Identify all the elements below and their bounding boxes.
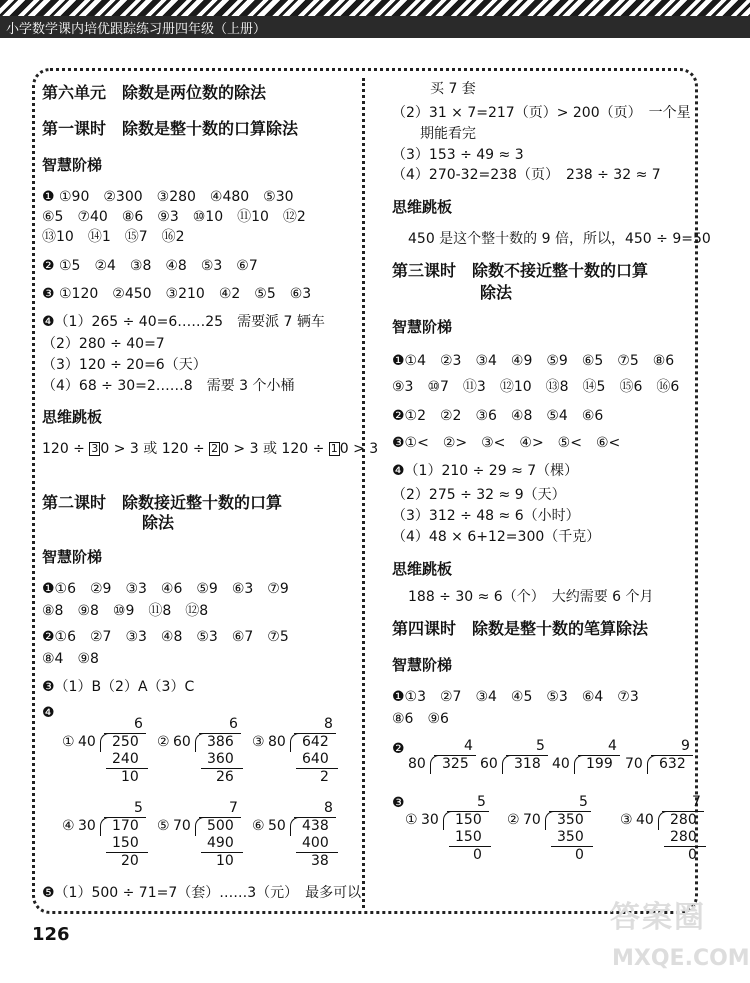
quotient: 7: [229, 800, 238, 816]
answer-line: （3）120 ÷ 20=6（天）: [42, 357, 207, 373]
answer-line: 期能看完: [420, 126, 476, 142]
dividend: 350: [557, 812, 584, 828]
answer-line: ❷①6 ②7 ③3 ④8 ⑤3 ⑥7 ⑦5: [42, 629, 289, 645]
section-label: 思维跳板: [392, 560, 453, 578]
watermark-text: MXQE.COM: [612, 946, 750, 971]
answer-line: （2）275 ÷ 32 ≈ 9（天）: [392, 487, 566, 503]
division-label: ③: [620, 812, 633, 828]
answer-line: ❸（1）B（2）A（3）C: [42, 679, 195, 695]
division-bracket: [290, 733, 299, 752]
answer-line: ❸①< ②> ③< ④> ⑤< ⑥<: [392, 435, 621, 451]
division-bracket: [443, 811, 452, 830]
quotient: 5: [579, 794, 588, 810]
lesson2-title-cont: 除法: [142, 513, 175, 532]
unit-title: 第六单元 除数是两位数的除法: [42, 83, 267, 102]
quotient: 5: [536, 738, 545, 754]
section-label: 智慧阶梯: [42, 548, 103, 566]
answer-line: ⑧8 ⑨8 ⑩9 ⑪8 ⑫8: [42, 603, 209, 619]
answer-line: 买 7 套: [430, 81, 476, 97]
product: 640: [302, 751, 329, 767]
quotient: 9: [681, 738, 690, 754]
answer-line: ⑧6 ⑨6: [392, 711, 449, 727]
subtraction-line: [551, 846, 593, 847]
section-label: 智慧阶梯: [42, 156, 103, 174]
remainder: 0: [688, 847, 697, 863]
section-label: 思维跳板: [392, 198, 453, 216]
remainder: 0: [473, 847, 482, 863]
divisor: 30: [78, 818, 96, 834]
answer-line: ❷①2 ②2 ③6 ④8 ⑤4 ⑥6: [392, 408, 604, 424]
dividend: 280: [670, 812, 697, 828]
answer-line: ❸ ①120 ②450 ③210 ④2 ⑤5 ⑥3: [42, 286, 312, 302]
product: 280: [670, 829, 697, 845]
quotient: 8: [324, 716, 333, 732]
divisor: 60: [480, 756, 498, 772]
divisor: 40: [552, 756, 570, 772]
answer-line: （3）153 ÷ 49 ≈ 3: [392, 147, 524, 163]
answer-line: ❶①4 ②3 ③4 ④9 ⑤9 ⑥5 ⑦5 ⑧6: [392, 353, 675, 369]
thinking-answer: 450 是这个整十数的 9 倍，所以，450 ÷ 9=50: [408, 231, 711, 247]
boxed-digit: 2: [211, 442, 219, 455]
quotient: 8: [324, 800, 333, 816]
quotient: 5: [134, 800, 143, 816]
divisor: 40: [636, 812, 654, 828]
dividend: 170: [112, 818, 139, 834]
lesson3-title-cont: 除法: [480, 283, 513, 302]
answer-line: ❹（1）265 ÷ 40=6……25 需要派 7 辆车: [42, 314, 325, 330]
division-bracket: [195, 817, 204, 836]
remainder: 0: [575, 847, 584, 863]
division-bracket: [430, 755, 439, 774]
divisor: 80: [268, 734, 286, 750]
division-label: ①: [405, 812, 418, 828]
text: 0 > 3 或 120 ÷: [220, 441, 329, 457]
subtraction-line: [449, 846, 491, 847]
answer-line: ❹（1）210 ÷ 29 ≈ 7（棵）: [392, 463, 579, 479]
dividend: 642: [302, 734, 329, 750]
answer-line: （4）48 × 6+12=300（千克）: [392, 529, 601, 545]
quotient: 4: [608, 738, 617, 754]
dividend: 250: [112, 734, 139, 750]
answer-line: ⑥5 ⑦40 ⑧6 ⑨3 ⑩10 ⑪10 ⑫2: [42, 209, 306, 225]
division-bracket: [647, 755, 656, 774]
dividend: 386: [207, 734, 234, 750]
product: 240: [112, 751, 139, 767]
remainder: 38: [311, 853, 329, 869]
division-bracket: [658, 811, 667, 830]
divisor: 60: [173, 734, 191, 750]
divisor: 30: [421, 812, 439, 828]
division-bracket: [100, 733, 109, 752]
division-label: ⑥: [252, 818, 265, 834]
dividend: 150: [455, 812, 482, 828]
quotient: 6: [229, 716, 238, 732]
page-header: [0, 0, 750, 38]
product: 150: [455, 829, 482, 845]
dividend: 438: [302, 818, 329, 834]
product: 350: [557, 829, 584, 845]
remainder: 20: [121, 853, 139, 869]
division-label: ⑤: [157, 818, 170, 834]
division-label: ②: [507, 812, 520, 828]
dividend: 632: [659, 756, 686, 772]
section-label: 思维跳板: [42, 408, 103, 426]
watermark-logo: 答案圈: [610, 900, 706, 935]
product: 150: [112, 835, 139, 851]
divisor: 40: [78, 734, 96, 750]
divisor: 80: [408, 756, 426, 772]
division-label: ③: [252, 734, 265, 750]
remainder: 10: [121, 769, 139, 785]
subtraction-line: [664, 846, 706, 847]
page-number: 126: [32, 924, 70, 945]
answer-line: ⑧4 ⑨8: [42, 651, 99, 667]
quotient: 4: [464, 738, 473, 754]
divisor: 70: [523, 812, 541, 828]
division-label: ④: [62, 818, 75, 834]
text: 0 > 3: [339, 441, 379, 457]
product: 490: [207, 835, 234, 851]
division-label: ②: [157, 734, 170, 750]
answer-line: ❷ ①5 ②4 ③8 ④8 ⑤3 ⑥7: [42, 258, 258, 274]
division-bracket: [100, 817, 109, 836]
text: 0 > 3 或 120 ÷: [100, 441, 210, 457]
answer-line: ❺（1）500 ÷ 71=7（套）……3（元） 最多可以: [42, 885, 362, 901]
lesson2-title: 第二课时 除数接近整十数的口算: [42, 493, 283, 512]
product: 400: [302, 835, 329, 851]
section-label: 智慧阶梯: [392, 656, 453, 674]
answer-line: ❶ ①90 ②300 ③280 ④480 ⑤30: [42, 189, 294, 205]
answer-line: ❶①6 ②9 ③3 ④6 ⑤9 ⑥3 ⑦9: [42, 581, 289, 597]
answer-line: ⑨3 ⑩7 ⑪3 ⑫10 ⑬8 ⑭5 ⑮6 ⑯6: [392, 379, 680, 395]
answer-line: （4）270-32=238（页） 238 ÷ 32 ≈ 7: [392, 167, 661, 183]
boxed-digit: 3: [91, 442, 99, 455]
lesson4-title: 第四课时 除数是整十数的笔算除法: [392, 619, 649, 638]
dividend: 500: [207, 818, 234, 834]
answer-line: （3）312 ÷ 48 ≈ 6（小时）: [392, 508, 580, 524]
product: 360: [207, 751, 234, 767]
divisor: 70: [173, 818, 191, 834]
boxed-digit: 1: [330, 442, 338, 455]
answer-line: （2）280 ÷ 40=7: [42, 336, 165, 352]
dividend: 325: [442, 756, 469, 772]
text: 120 ÷: [42, 441, 90, 457]
division-bracket: [290, 817, 299, 836]
dividend: 318: [514, 756, 541, 772]
answer-line: ⑬10 ⑭1 ⑮7 ⑯2: [42, 229, 185, 245]
question-marker: ❸: [392, 795, 405, 811]
question-marker: ❹: [42, 705, 55, 721]
column-divider: [362, 78, 365, 908]
header-title: 小学数学课内培优跟踪练习册四年级（上册）: [6, 22, 267, 37]
quotient: 7: [692, 794, 701, 810]
division-bracket: [574, 755, 583, 774]
thinking-answer: 188 ÷ 30 ≈ 6（个） 大约需要 6 个月: [408, 589, 654, 605]
remainder: 26: [216, 769, 234, 785]
answer-line: ❶①3 ②7 ③4 ④5 ⑤3 ⑥4 ⑦3: [392, 689, 639, 705]
division-bracket: [195, 733, 204, 752]
remainder: 10: [216, 853, 234, 869]
quotient: 5: [477, 794, 486, 810]
lesson3-title: 第三课时 除数不接近整十数的口算: [392, 261, 649, 280]
quotient: 6: [134, 716, 143, 732]
divisor: 70: [625, 756, 643, 772]
remainder: 2: [320, 769, 329, 785]
divisor: 50: [268, 818, 286, 834]
division-label: ①: [62, 734, 75, 750]
section-label: 智慧阶梯: [392, 318, 453, 336]
dividend: 199: [586, 756, 613, 772]
answer-line: （4）68 ÷ 30=2……8 需要 3 个小桶: [42, 378, 295, 394]
question-marker: ❷: [392, 741, 405, 757]
lesson1-title: 第一课时 除数是整十数的口算除法: [42, 119, 299, 138]
division-bracket: [545, 811, 554, 830]
thinking-answer: [42, 440, 378, 458]
subtraction-line: [296, 768, 338, 769]
division-bracket: [502, 755, 511, 774]
answer-line: （2）31 × 7=217（页）> 200（页） 一个星: [392, 105, 691, 121]
